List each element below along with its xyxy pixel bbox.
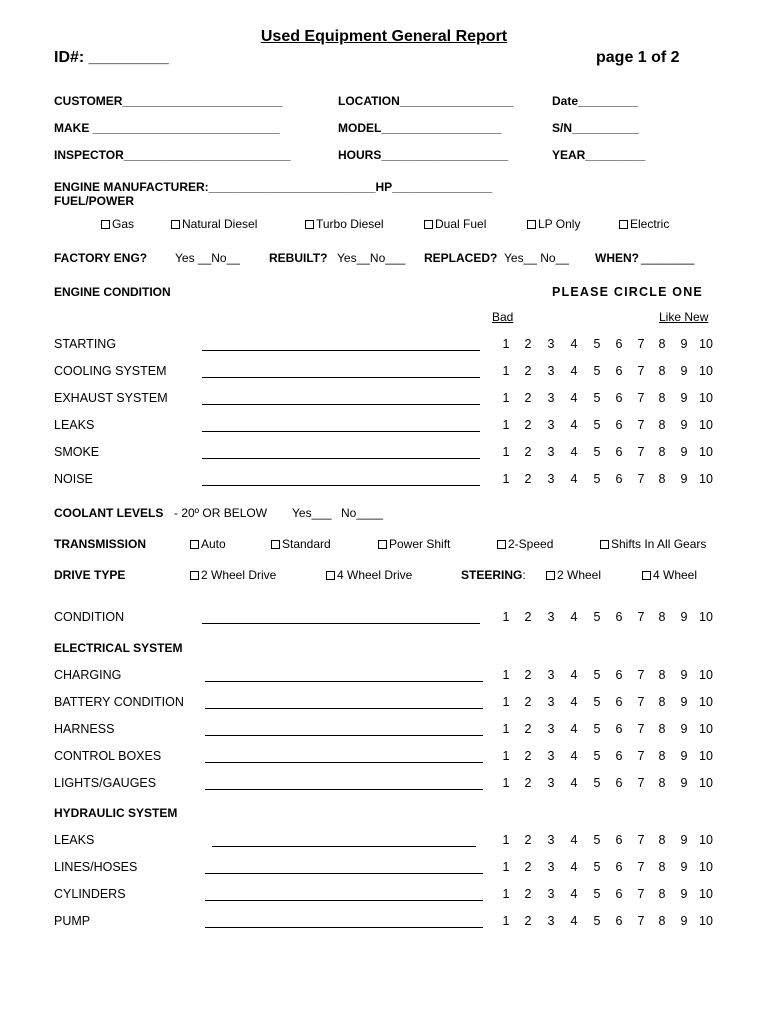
rating-option[interactable]: 7	[637, 860, 645, 874]
rating-item-label: COOLING SYSTEM	[54, 364, 167, 378]
rating-option[interactable]: 4	[570, 695, 578, 709]
rating-option[interactable]: 3	[547, 914, 555, 928]
rating-option[interactable]: 3	[547, 610, 555, 624]
id-field[interactable]: ID#: _________	[54, 49, 169, 66]
rating-option[interactable]: 9	[680, 472, 688, 486]
rating-option[interactable]: 3	[547, 364, 555, 378]
rating-option[interactable]: 3	[547, 445, 555, 459]
drive-type-option-label: 4 Wheel Drive	[337, 568, 413, 582]
rating-item-label: HARNESS	[54, 722, 115, 736]
rating-option[interactable]: 6	[615, 749, 623, 763]
steering-label: STEERING	[461, 568, 523, 582]
comment-line[interactable]	[202, 485, 480, 486]
rating-option[interactable]: 8	[658, 364, 666, 378]
rating-option[interactable]: 2	[524, 364, 532, 378]
transmission-option[interactable]	[190, 537, 226, 551]
comment-line[interactable]	[205, 681, 483, 682]
date-field[interactable]: Date_________	[552, 94, 639, 108]
rating-option[interactable]: 10	[699, 833, 713, 847]
rating-option[interactable]: 1	[502, 668, 510, 682]
rating-option[interactable]: 3	[547, 776, 555, 790]
rating-option[interactable]: 10	[699, 914, 713, 928]
rating-option[interactable]: 2	[524, 445, 532, 459]
year-field[interactable]: YEAR_________	[552, 148, 646, 162]
rating-option[interactable]: 9	[680, 610, 688, 624]
rating-option[interactable]: 1	[502, 749, 510, 763]
rating-option[interactable]: 6	[615, 668, 623, 682]
rating-option[interactable]: 6	[615, 695, 623, 709]
rating-option[interactable]: 7	[637, 668, 645, 682]
rating-item-label: CYLINDERS	[54, 887, 126, 901]
rating-option[interactable]: 3	[547, 749, 555, 763]
rating-option[interactable]: 9	[680, 749, 688, 763]
rating-item-label: BATTERY CONDITION	[54, 695, 184, 709]
rating-option[interactable]: 8	[658, 610, 666, 624]
transmission-option-label: 2-Speed	[508, 537, 554, 551]
transmission-option-label: Standard	[282, 537, 331, 551]
rating-option[interactable]: 4	[570, 833, 578, 847]
rating-option[interactable]: 3	[547, 668, 555, 682]
rating-option[interactable]: 8	[658, 887, 666, 901]
rating-option[interactable]: 2	[524, 887, 532, 901]
rating-option[interactable]: 1	[502, 695, 510, 709]
checkbox-icon[interactable]	[546, 571, 555, 580]
rating-option[interactable]: 1	[502, 472, 510, 486]
fuel-option-label: Gas	[112, 217, 135, 231]
rating-option[interactable]: 3	[547, 833, 555, 847]
rating-option[interactable]: 8	[658, 914, 666, 928]
rebuilt-yes-no[interactable]: Yes__No___	[337, 251, 406, 265]
rating-option[interactable]: 9	[680, 364, 688, 378]
fuel-option[interactable]	[527, 217, 580, 231]
rating-option[interactable]: 1	[502, 887, 510, 901]
comment-line[interactable]	[205, 927, 483, 928]
engine-condition-heading: ENGINE CONDITION	[54, 285, 171, 299]
rating-option[interactable]: 2	[524, 833, 532, 847]
rating-option[interactable]: 9	[680, 833, 688, 847]
when-field[interactable]: ________	[641, 251, 695, 265]
rating-option[interactable]: 2	[524, 860, 532, 874]
rating-option[interactable]: 8	[658, 418, 666, 432]
rating-option[interactable]: 2	[524, 695, 532, 709]
engine-manufacturer-field[interactable]: ENGINE MANUFACTURER:_________________________HP_______________	[54, 180, 493, 194]
when-label: WHEN?	[595, 251, 639, 265]
rating-option[interactable]: 2	[524, 776, 532, 790]
rating-option[interactable]: 10	[699, 445, 713, 459]
rating-option[interactable]: 4	[570, 776, 578, 790]
rating-option[interactable]: 2	[524, 914, 532, 928]
rating-option[interactable]: 8	[658, 337, 666, 351]
rating-option[interactable]: 4	[570, 337, 578, 351]
fuel-option[interactable]	[619, 217, 669, 231]
rating-item-label: LEAKS	[54, 418, 95, 432]
checkbox-icon[interactable]	[190, 571, 199, 580]
rating-item-label: NOISE	[54, 472, 93, 486]
scale-bad-label: Bad	[492, 310, 514, 324]
rating-option[interactable]: 2	[524, 418, 532, 432]
comment-line[interactable]	[205, 900, 483, 901]
rating-option[interactable]: 1	[502, 833, 510, 847]
rating-option[interactable]: 6	[615, 337, 623, 351]
rating-option[interactable]: 2	[524, 610, 532, 624]
transmission-label: TRANSMISSION	[54, 537, 147, 551]
rating-option[interactable]: 2	[524, 749, 532, 763]
steering-colon: :	[522, 568, 526, 582]
rating-option[interactable]: 4	[570, 445, 578, 459]
checkbox-icon[interactable]	[101, 220, 110, 229]
rating-option[interactable]: 7	[637, 833, 645, 847]
rating-option[interactable]: 3	[547, 695, 555, 709]
rating-option[interactable]: 4	[570, 610, 578, 624]
rating-option[interactable]: 7	[637, 887, 645, 901]
rating-option[interactable]: 10	[699, 776, 713, 790]
transmission-option-label: Auto	[201, 537, 226, 551]
factory-eng-label: FACTORY ENG?	[54, 251, 148, 265]
rating-option[interactable]: 5	[593, 337, 601, 351]
rating-option[interactable]: 2	[524, 337, 532, 351]
rating-option[interactable]: 1	[502, 364, 510, 378]
rating-option[interactable]: 8	[658, 668, 666, 682]
rating-option[interactable]: 8	[658, 722, 666, 736]
replaced-label: REPLACED?	[424, 251, 498, 265]
rating-item-label: PUMP	[54, 914, 91, 928]
steering-option-label: 4 Wheel	[653, 568, 698, 582]
rating-option[interactable]: 6	[615, 610, 623, 624]
rating-option[interactable]: 9	[680, 695, 688, 709]
rating-option[interactable]: 5	[593, 472, 601, 486]
rating-option[interactable]: 3	[547, 391, 555, 405]
fuel-option-label: Natural Diesel	[182, 217, 258, 231]
comment-line[interactable]	[202, 404, 480, 405]
fuel-power-label: FUEL/POWER	[54, 194, 134, 208]
rating-option[interactable]: 8	[658, 833, 666, 847]
rating-option[interactable]: 10	[699, 722, 713, 736]
rating-option[interactable]: 8	[658, 860, 666, 874]
rating-option[interactable]: 5	[593, 391, 601, 405]
rating-option[interactable]: 10	[699, 391, 713, 405]
rating-option[interactable]: 6	[615, 833, 623, 847]
rating-option[interactable]: 10	[699, 695, 713, 709]
steering-option-label: 2 Wheel	[557, 568, 602, 582]
checkbox-icon[interactable]	[326, 571, 335, 580]
rating-option[interactable]: 1	[502, 860, 510, 874]
rating-option[interactable]: 10	[699, 668, 713, 682]
steering-option[interactable]	[642, 568, 697, 582]
rating-option[interactable]: 7	[637, 914, 645, 928]
rating-item-label: LINES/HOSES	[54, 860, 138, 874]
rating-option[interactable]: 9	[680, 860, 688, 874]
scale-like-new-label: Like New	[659, 310, 709, 324]
rating-option[interactable]: 4	[570, 887, 578, 901]
fuel-option-label: Dual Fuel	[435, 217, 487, 231]
rating-option[interactable]: 5	[593, 776, 601, 790]
rating-option[interactable]: 5	[593, 914, 601, 928]
comment-line[interactable]	[205, 873, 483, 874]
rating-option[interactable]: 7	[637, 445, 645, 459]
rating-option[interactable]: 5	[593, 749, 601, 763]
rating-option[interactable]: 3	[547, 860, 555, 874]
drive-type-option[interactable]	[190, 568, 276, 582]
comment-line[interactable]	[205, 789, 483, 790]
hours-field[interactable]: HOURS___________________	[338, 148, 509, 162]
rating-option[interactable]: 4	[570, 391, 578, 405]
rating-option[interactable]: 10	[699, 860, 713, 874]
fuel-option-label: Electric	[630, 217, 670, 231]
customer-field[interactable]: CUSTOMER________________________	[54, 94, 283, 108]
rating-option[interactable]: 8	[658, 695, 666, 709]
rebuilt-label: REBUILT?	[269, 251, 328, 265]
rating-option[interactable]: 10	[699, 887, 713, 901]
rating-option[interactable]: 9	[680, 887, 688, 901]
checkbox-icon[interactable]	[171, 220, 180, 229]
rating-option[interactable]: 3	[547, 722, 555, 736]
rating-option[interactable]: 2	[524, 668, 532, 682]
rating-option[interactable]: 10	[699, 610, 713, 624]
rating-option[interactable]: 1	[502, 776, 510, 790]
transmission-option[interactable]	[271, 537, 331, 551]
drive-type-option[interactable]	[326, 568, 412, 582]
rating-option[interactable]: 1	[502, 445, 510, 459]
rating-option[interactable]: 10	[699, 337, 713, 351]
comment-line[interactable]	[202, 458, 480, 459]
comment-line[interactable]	[202, 350, 480, 351]
steering-label-wrap	[461, 568, 526, 582]
checkbox-icon[interactable]	[424, 220, 433, 229]
comment-line[interactable]	[202, 623, 480, 624]
rating-option[interactable]: 7	[637, 472, 645, 486]
rating-option[interactable]: 7	[637, 722, 645, 736]
rating-option[interactable]: 5	[593, 364, 601, 378]
rating-option[interactable]: 6	[615, 418, 623, 432]
rating-option[interactable]: 1	[502, 914, 510, 928]
rating-option[interactable]: 1	[502, 610, 510, 624]
rating-option[interactable]: 8	[658, 776, 666, 790]
coolant-yes[interactable]: Yes___	[292, 506, 332, 520]
rating-item-label: CONTROL BOXES	[54, 749, 162, 763]
rating-option[interactable]: 3	[547, 887, 555, 901]
rating-option[interactable]: 2	[524, 391, 532, 405]
rating-option[interactable]: 9	[680, 337, 688, 351]
rating-option[interactable]: 9	[680, 722, 688, 736]
model-field[interactable]: MODEL__________________	[338, 121, 502, 135]
rating-option[interactable]: 2	[524, 472, 532, 486]
rating-option[interactable]: 3	[547, 472, 555, 486]
coolant-temp-text: - 20º OR BELOW	[174, 506, 268, 520]
rating-option[interactable]: 2	[524, 722, 532, 736]
comment-line[interactable]	[202, 431, 480, 432]
rating-option[interactable]: 10	[699, 418, 713, 432]
rating-option[interactable]: 5	[593, 668, 601, 682]
rating-option[interactable]: 4	[570, 749, 578, 763]
rating-option[interactable]: 9	[680, 445, 688, 459]
checkbox-icon[interactable]	[271, 540, 280, 549]
rating-option[interactable]: 4	[570, 914, 578, 928]
rating-option[interactable]: 5	[593, 887, 601, 901]
rating-option[interactable]: 5	[593, 418, 601, 432]
rating-item-label: SMOKE	[54, 445, 100, 459]
rating-item-label: LEAKS	[54, 833, 95, 847]
electrical-system-heading: ELECTRICAL SYSTEM	[54, 641, 183, 655]
rating-option[interactable]: 4	[570, 472, 578, 486]
transmission-option[interactable]	[497, 537, 553, 551]
fuel-option-label: Turbo Diesel	[316, 217, 384, 231]
rating-option[interactable]: 9	[680, 776, 688, 790]
comment-line[interactable]	[205, 735, 483, 736]
fuel-option-label: LP Only	[538, 217, 581, 231]
checkbox-icon[interactable]	[378, 540, 387, 549]
transmission-option-label: Power Shift	[389, 537, 451, 551]
comment-line[interactable]	[202, 377, 480, 378]
rating-option[interactable]: 6	[615, 472, 623, 486]
fuel-option[interactable]	[171, 217, 257, 231]
page-indicator: page 1 of 2	[596, 49, 680, 66]
checkbox-icon[interactable]	[527, 220, 536, 229]
rating-option[interactable]: 7	[637, 610, 645, 624]
rating-option[interactable]: 9	[680, 668, 688, 682]
rating-option[interactable]: 5	[593, 722, 601, 736]
rating-option[interactable]: 4	[570, 668, 578, 682]
checkbox-icon[interactable]	[619, 220, 628, 229]
rating-option[interactable]: 5	[593, 860, 601, 874]
rating-option[interactable]: 10	[699, 749, 713, 763]
rating-option[interactable]: 1	[502, 391, 510, 405]
rating-option[interactable]: 6	[615, 776, 623, 790]
rating-option[interactable]: 7	[637, 364, 645, 378]
checkbox-icon[interactable]	[600, 540, 609, 549]
comment-line[interactable]	[205, 762, 483, 763]
rating-option[interactable]: 7	[637, 695, 645, 709]
rating-option[interactable]: 4	[570, 860, 578, 874]
rating-item-label: LIGHTS/GAUGES	[54, 776, 157, 790]
rating-option[interactable]: 6	[615, 364, 623, 378]
checkbox-icon[interactable]	[305, 220, 314, 229]
rating-option[interactable]: 4	[570, 418, 578, 432]
rating-item-label: CONDITION	[54, 610, 125, 624]
factory-eng-yes-no[interactable]: Yes __No__	[175, 251, 240, 265]
drive-type-label: DRIVE TYPE	[54, 568, 126, 582]
rating-option[interactable]: 7	[637, 337, 645, 351]
rating-option[interactable]: 8	[658, 472, 666, 486]
location-field[interactable]: LOCATION_________________	[338, 94, 514, 108]
rating-option[interactable]: 10	[699, 364, 713, 378]
rating-option[interactable]: 8	[658, 749, 666, 763]
comment-line[interactable]	[205, 708, 483, 709]
checkbox-icon[interactable]	[497, 540, 506, 549]
checkbox-icon[interactable]	[642, 571, 651, 580]
rating-option[interactable]: 7	[637, 749, 645, 763]
rating-option[interactable]: 8	[658, 445, 666, 459]
replaced-yes-no[interactable]: Yes__ No__	[504, 251, 569, 265]
rating-option[interactable]: 5	[593, 695, 601, 709]
rating-option[interactable]: 5	[593, 833, 601, 847]
rating-option[interactable]: 4	[570, 722, 578, 736]
fuel-option[interactable]	[424, 217, 486, 231]
rating-item-label: CHARGING	[54, 668, 122, 682]
inspector-field[interactable]: INSPECTOR_________________________	[54, 148, 291, 162]
rating-option[interactable]: 3	[547, 337, 555, 351]
rating-option[interactable]: 8	[658, 391, 666, 405]
serial-number-field[interactable]: S/N__________	[552, 121, 639, 135]
rating-option[interactable]: 3	[547, 418, 555, 432]
transmission-option-label: Shifts In All Gears	[611, 537, 707, 551]
rating-option[interactable]: 6	[615, 887, 623, 901]
transmission-option[interactable]	[378, 537, 450, 551]
rating-option[interactable]: 5	[593, 610, 601, 624]
make-field[interactable]: MAKE ____________________________	[54, 121, 280, 135]
rating-option[interactable]: 10	[699, 472, 713, 486]
rating-option[interactable]: 6	[615, 914, 623, 928]
rating-option[interactable]: 7	[637, 776, 645, 790]
rating-option[interactable]: 1	[502, 418, 510, 432]
rating-option[interactable]: 9	[680, 418, 688, 432]
rating-option[interactable]: 7	[637, 391, 645, 405]
circle-one-instruction: PLEASE CIRCLE ONE	[552, 285, 703, 299]
rating-option[interactable]: 6	[615, 722, 623, 736]
steering-option[interactable]	[546, 568, 601, 582]
drive-type-option-label: 2 Wheel Drive	[201, 568, 277, 582]
rating-option[interactable]: 1	[502, 722, 510, 736]
rating-option[interactable]: 9	[680, 391, 688, 405]
rating-option[interactable]: 4	[570, 364, 578, 378]
fuel-option[interactable]	[101, 217, 134, 231]
rating-option[interactable]: 6	[615, 391, 623, 405]
coolant-levels-label: COOLANT LEVELS	[54, 506, 164, 520]
rating-item-label: EXHAUST SYSTEM	[54, 391, 168, 405]
rating-option[interactable]: 1	[502, 337, 510, 351]
transmission-option[interactable]	[600, 537, 706, 551]
rating-option[interactable]: 6	[615, 445, 623, 459]
rating-option[interactable]: 6	[615, 860, 623, 874]
fuel-option[interactable]	[305, 217, 384, 231]
rating-option[interactable]: 9	[680, 914, 688, 928]
coolant-no[interactable]: No____	[341, 506, 384, 520]
rating-option[interactable]: 7	[637, 418, 645, 432]
hydraulic-system-heading: HYDRAULIC SYSTEM	[54, 806, 178, 820]
checkbox-icon[interactable]	[190, 540, 199, 549]
rating-item-label: STARTING	[54, 337, 117, 351]
report-title: Used Equipment General Report	[260, 28, 508, 45]
rating-option[interactable]: 5	[593, 445, 601, 459]
comment-line[interactable]	[212, 846, 476, 847]
